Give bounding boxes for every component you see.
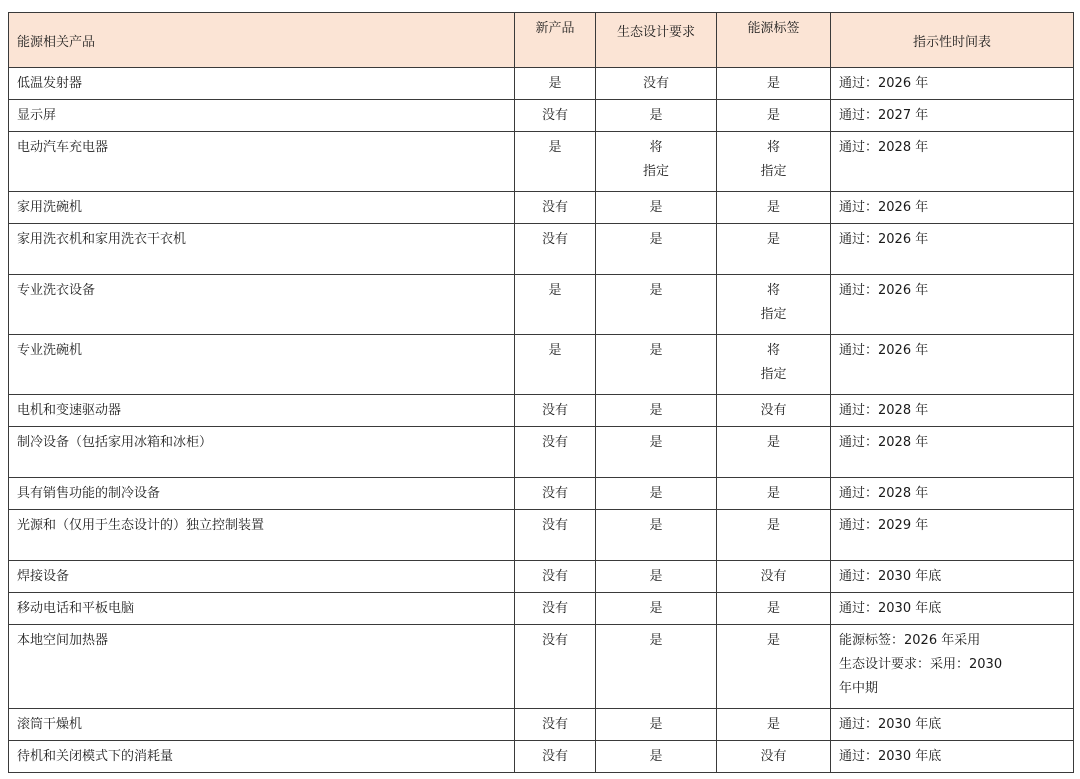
table-row bbox=[9, 741, 1074, 773]
energy-products-table bbox=[8, 12, 1074, 773]
cell-product bbox=[9, 561, 515, 593]
cell-product bbox=[9, 741, 515, 773]
cell-timeline-text: 通过：2030 年底 bbox=[839, 601, 942, 616]
cell-product-text: 待机和关闭模式下的消耗量 bbox=[17, 749, 174, 764]
header-energy-label: 能源标签 bbox=[717, 13, 831, 68]
cell-product-text: 专业洗碗机 bbox=[17, 343, 83, 358]
cell-new-product-text: 是 bbox=[548, 283, 562, 298]
cell-new-product bbox=[515, 68, 596, 100]
cell-energy-label-text: 没有 bbox=[760, 403, 787, 418]
cell-product bbox=[9, 593, 515, 625]
cell-product bbox=[9, 395, 515, 427]
cell-ecodesign bbox=[596, 335, 717, 395]
cell-product bbox=[9, 68, 515, 100]
header-new-product: 新产品 bbox=[515, 13, 596, 68]
cell-product-text: 具有销售功能的制冷设备 bbox=[17, 486, 161, 501]
cell-energy-label-text: 是 bbox=[766, 76, 780, 91]
header-ecodesign: 生态设计要求 bbox=[596, 13, 717, 68]
cell-ecodesign-text: 是 bbox=[649, 749, 663, 764]
cell-energy-label-text: 将 指定 bbox=[760, 283, 787, 322]
cell-timeline-text: 通过：2026 年 bbox=[839, 232, 929, 247]
cell-timeline bbox=[831, 395, 1074, 427]
cell-ecodesign-text: 是 bbox=[649, 486, 663, 501]
cell-ecodesign-text: 是 bbox=[649, 569, 663, 584]
cell-new-product-text: 没有 bbox=[541, 486, 568, 501]
cell-ecodesign-text: 是 bbox=[649, 717, 663, 732]
cell-timeline-text: 通过：2026 年 bbox=[839, 200, 929, 215]
cell-new-product-text: 是 bbox=[548, 343, 562, 358]
cell-ecodesign bbox=[596, 132, 717, 192]
cell-timeline-text: 能源标签：2026 年采用 生态设计要求：采用：2030 年中期 bbox=[839, 633, 1003, 696]
cell-timeline-text: 通过：2030 年底 bbox=[839, 569, 942, 584]
cell-timeline-text: 通过：2026 年 bbox=[839, 76, 929, 91]
table-row bbox=[9, 510, 1074, 561]
cell-ecodesign bbox=[596, 593, 717, 625]
cell-ecodesign-text: 没有 bbox=[642, 76, 669, 91]
cell-energy-label bbox=[717, 68, 831, 100]
cell-ecodesign bbox=[596, 395, 717, 427]
cell-ecodesign bbox=[596, 625, 717, 709]
cell-new-product bbox=[515, 625, 596, 709]
cell-new-product bbox=[515, 335, 596, 395]
cell-timeline bbox=[831, 335, 1074, 395]
cell-product bbox=[9, 427, 515, 478]
cell-new-product-text: 没有 bbox=[541, 232, 568, 247]
table-row bbox=[9, 709, 1074, 741]
cell-energy-label bbox=[717, 100, 831, 132]
cell-new-product bbox=[515, 192, 596, 224]
cell-product-text: 制冷设备（包括家用冰箱和冰柜） bbox=[17, 435, 213, 450]
table-row bbox=[9, 275, 1074, 335]
cell-new-product-text: 没有 bbox=[541, 518, 568, 533]
cell-energy-label bbox=[717, 132, 831, 192]
cell-new-product-text: 没有 bbox=[541, 601, 568, 616]
cell-energy-label-text: 是 bbox=[766, 200, 780, 215]
cell-energy-label-text: 是 bbox=[766, 633, 780, 648]
cell-timeline bbox=[831, 132, 1074, 192]
cell-ecodesign bbox=[596, 741, 717, 773]
cell-ecodesign-text: 将 指定 bbox=[642, 140, 669, 179]
cell-new-product bbox=[515, 561, 596, 593]
cell-new-product bbox=[515, 709, 596, 741]
cell-ecodesign bbox=[596, 510, 717, 561]
cell-energy-label bbox=[717, 561, 831, 593]
cell-product-text: 家用洗碗机 bbox=[17, 200, 83, 215]
cell-energy-label bbox=[717, 593, 831, 625]
cell-new-product-text: 没有 bbox=[541, 108, 568, 123]
cell-timeline bbox=[831, 100, 1074, 132]
cell-energy-label-text: 是 bbox=[766, 601, 780, 616]
cell-energy-label-text: 将 指定 bbox=[760, 343, 787, 382]
table-row bbox=[9, 68, 1074, 100]
cell-product-text: 电机和变速驱动器 bbox=[17, 403, 122, 418]
cell-new-product-text: 没有 bbox=[541, 633, 568, 648]
cell-timeline bbox=[831, 192, 1074, 224]
cell-timeline bbox=[831, 593, 1074, 625]
table-body bbox=[9, 68, 1074, 773]
table-row bbox=[9, 478, 1074, 510]
cell-product bbox=[9, 510, 515, 561]
cell-ecodesign-text: 是 bbox=[649, 633, 663, 648]
cell-ecodesign bbox=[596, 68, 717, 100]
cell-energy-label-text: 将 指定 bbox=[760, 140, 787, 179]
cell-product-text: 显示屏 bbox=[17, 108, 57, 123]
cell-energy-label-text: 是 bbox=[766, 108, 780, 123]
table-row bbox=[9, 224, 1074, 275]
cell-product bbox=[9, 709, 515, 741]
cell-timeline bbox=[831, 709, 1074, 741]
cell-new-product bbox=[515, 132, 596, 192]
cell-energy-label bbox=[717, 335, 831, 395]
cell-product-text: 电动汽车充电器 bbox=[17, 140, 109, 155]
cell-energy-label bbox=[717, 478, 831, 510]
cell-new-product-text: 没有 bbox=[541, 435, 568, 450]
cell-new-product-text: 没有 bbox=[541, 200, 568, 215]
cell-timeline-text: 通过：2028 年 bbox=[839, 486, 929, 501]
cell-timeline-text: 通过：2030 年底 bbox=[839, 717, 942, 732]
cell-new-product bbox=[515, 224, 596, 275]
table-row bbox=[9, 192, 1074, 224]
cell-product-text: 低温发射器 bbox=[17, 76, 83, 91]
cell-product bbox=[9, 335, 515, 395]
cell-ecodesign bbox=[596, 275, 717, 335]
cell-ecodesign bbox=[596, 709, 717, 741]
cell-ecodesign-text: 是 bbox=[649, 232, 663, 247]
cell-timeline bbox=[831, 427, 1074, 478]
table-row bbox=[9, 561, 1074, 593]
cell-energy-label bbox=[717, 709, 831, 741]
table-row bbox=[9, 427, 1074, 478]
table-row bbox=[9, 593, 1074, 625]
cell-new-product-text: 没有 bbox=[541, 717, 568, 732]
cell-timeline bbox=[831, 478, 1074, 510]
cell-timeline-text: 通过：2026 年 bbox=[839, 343, 929, 358]
cell-ecodesign bbox=[596, 427, 717, 478]
header-row bbox=[9, 13, 1074, 68]
cell-product bbox=[9, 192, 515, 224]
cell-product-text: 移动电话和平板电脑 bbox=[17, 601, 135, 616]
cell-ecodesign-text: 是 bbox=[649, 518, 663, 533]
cell-timeline bbox=[831, 68, 1074, 100]
cell-timeline-text: 通过：2028 年 bbox=[839, 435, 929, 450]
cell-ecodesign bbox=[596, 100, 717, 132]
cell-timeline-text: 通过：2028 年 bbox=[839, 140, 929, 155]
cell-energy-label bbox=[717, 275, 831, 335]
cell-ecodesign-text: 是 bbox=[649, 343, 663, 358]
cell-product bbox=[9, 100, 515, 132]
cell-new-product-text: 是 bbox=[548, 76, 562, 91]
cell-timeline bbox=[831, 561, 1074, 593]
cell-energy-label-text: 是 bbox=[766, 486, 780, 501]
cell-product bbox=[9, 224, 515, 275]
cell-timeline-text: 通过：2029 年 bbox=[839, 518, 929, 533]
cell-ecodesign bbox=[596, 192, 717, 224]
cell-new-product bbox=[515, 275, 596, 335]
cell-product-text: 光源和（仅用于生态设计的）独立控制装置 bbox=[17, 518, 265, 533]
cell-ecodesign-text: 是 bbox=[649, 283, 663, 298]
cell-new-product-text: 没有 bbox=[541, 569, 568, 584]
table-row bbox=[9, 395, 1074, 427]
cell-timeline bbox=[831, 625, 1074, 709]
cell-product bbox=[9, 132, 515, 192]
cell-new-product-text: 没有 bbox=[541, 403, 568, 418]
cell-timeline bbox=[831, 224, 1074, 275]
cell-energy-label-text: 是 bbox=[766, 435, 780, 450]
cell-timeline-text: 通过：2028 年 bbox=[839, 403, 929, 418]
cell-energy-label bbox=[717, 224, 831, 275]
cell-timeline bbox=[831, 275, 1074, 335]
cell-new-product bbox=[515, 741, 596, 773]
cell-new-product bbox=[515, 593, 596, 625]
table-row bbox=[9, 132, 1074, 192]
cell-new-product bbox=[515, 478, 596, 510]
cell-timeline-text: 通过：2026 年 bbox=[839, 283, 929, 298]
table-row bbox=[9, 335, 1074, 395]
table-row bbox=[9, 100, 1074, 132]
cell-ecodesign-text: 是 bbox=[649, 108, 663, 123]
cell-new-product bbox=[515, 510, 596, 561]
cell-new-product bbox=[515, 395, 596, 427]
cell-energy-label-text: 没有 bbox=[760, 569, 787, 584]
cell-product bbox=[9, 625, 515, 709]
header-product: 能源相关产品 bbox=[9, 13, 515, 68]
cell-product bbox=[9, 478, 515, 510]
header-timeline: 指示性时间表 bbox=[831, 13, 1074, 68]
table-row bbox=[9, 625, 1074, 709]
cell-ecodesign bbox=[596, 561, 717, 593]
cell-product-text: 家用洗衣机和家用洗衣干衣机 bbox=[17, 232, 187, 247]
cell-timeline-text: 通过：2027 年 bbox=[839, 108, 929, 123]
cell-new-product-text: 没有 bbox=[541, 749, 568, 764]
cell-ecodesign-text: 是 bbox=[649, 601, 663, 616]
cell-product-text: 滚筒干燥机 bbox=[17, 717, 83, 732]
cell-product bbox=[9, 275, 515, 335]
cell-energy-label bbox=[717, 395, 831, 427]
cell-ecodesign-text: 是 bbox=[649, 200, 663, 215]
cell-product-text: 焊接设备 bbox=[17, 569, 70, 584]
cell-timeline bbox=[831, 510, 1074, 561]
cell-energy-label-text: 是 bbox=[766, 518, 780, 533]
cell-ecodesign-text: 是 bbox=[649, 435, 663, 450]
cell-product-text: 本地空间加热器 bbox=[17, 633, 109, 648]
cell-ecodesign-text: 是 bbox=[649, 403, 663, 418]
cell-ecodesign bbox=[596, 224, 717, 275]
cell-energy-label bbox=[717, 427, 831, 478]
cell-product-text: 专业洗衣设备 bbox=[17, 283, 96, 298]
cell-new-product-text: 是 bbox=[548, 140, 562, 155]
cell-energy-label bbox=[717, 192, 831, 224]
cell-energy-label-text: 是 bbox=[766, 717, 780, 732]
cell-energy-label bbox=[717, 741, 831, 773]
cell-energy-label bbox=[717, 625, 831, 709]
cell-energy-label-text: 是 bbox=[766, 232, 780, 247]
cell-new-product bbox=[515, 100, 596, 132]
cell-timeline bbox=[831, 741, 1074, 773]
cell-ecodesign bbox=[596, 478, 717, 510]
cell-timeline-text: 通过：2030 年底 bbox=[839, 749, 942, 764]
cell-new-product bbox=[515, 427, 596, 478]
cell-energy-label bbox=[717, 510, 831, 561]
cell-energy-label-text: 没有 bbox=[760, 749, 787, 764]
